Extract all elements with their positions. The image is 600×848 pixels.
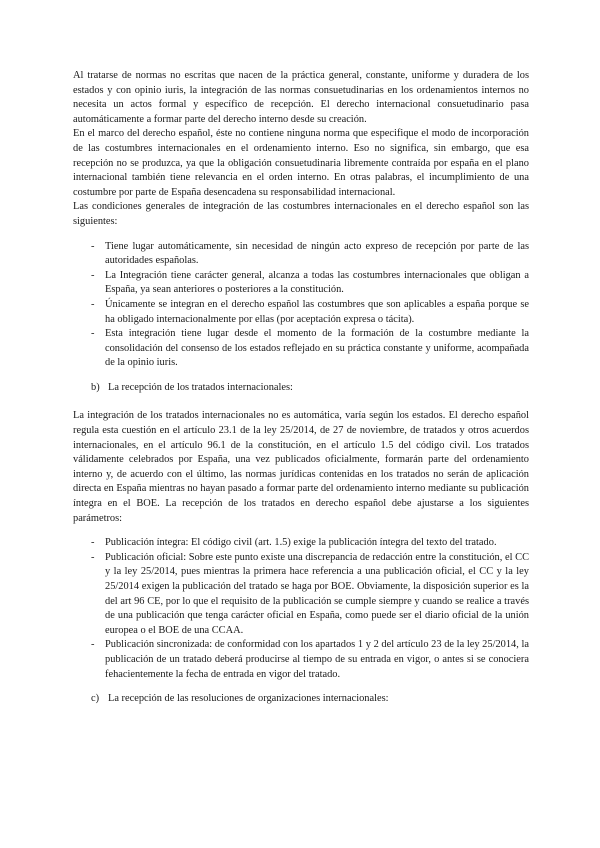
list-item: - Únicamente se integran en el derecho español las costumbres que son aplicables a españa porque se ha obligado internacionalmente por ellas (por aceptación expresa o tácita). bbox=[91, 298, 529, 325]
bullet-dash: - bbox=[91, 328, 95, 340]
list-item: - Publicación oficial: Sobre este punto existe una discrepancia de redacción entre la constitución, el CC y la ley 25/2014, pues mientras la primera hace referencia a una publicación oficial, el CC y la ley 25/2014 exigen la publicación del tratado se haga por BOE. Obviamente, la disposición superior es la del art 96 CE, por lo que el requisito de la publicación se cumple siempre y cuando se realice a través de una publicación que tenga carácter oficial en España, como puede ser el diario oficial de la unión europea o el BOE de una CCAA. bbox=[91, 551, 529, 636]
intro-paragraph-3: Las condiciones generales de integración de las costumbres internacionales en el derecho español son las siguientes: bbox=[73, 201, 529, 227]
section-b-paragraph: La integración de los tratados internacionales no es automática, varía según los estados. El derecho español regula esta cuestión en el artículo 23.1 de la ley 25/2014, de 27 de noviembre, de tratados y otros acuerdos internacionales, en el artículo 96.1 de la constitución, en el artículo 1.5 del código civil. Los tratados válidamente celebrados por España, una vez publicados oficialmente, formarán parte del ordenamiento interno y, de acuerdo con el último, las normas jurídicas contenidas en los tratados no serán de aplicación directa en España mientras no hayan pasado a formar parte del ordenamiento interno mediante su publicación íntegra en el BOE. La recepción de los tratados en derecho español debe ajustarse a los siguientes parámetros: bbox=[73, 410, 529, 524]
list-item: - Tiene lugar automáticamente, sin necesidad de ningún acto expreso de recepción por parte de las autoridades españolas. bbox=[91, 240, 529, 267]
bullet-dash: - bbox=[91, 240, 95, 252]
list-item: - Publicación íntegra: El código civil (art. 1.5) exige la publicación íntegra del texto del tratado. bbox=[73, 536, 529, 551]
section-marker: c) bbox=[91, 693, 100, 705]
section-title: La recepción de los tratados internacionales: bbox=[108, 381, 293, 393]
parameters-list bbox=[73, 536, 529, 682]
bullet-dash: - bbox=[91, 269, 95, 281]
list-item: - La Integración tiene carácter general, alcanza a todas las costumbres internacionales que obligan a España, ya sean anteriores o posteriores a la constitución. bbox=[91, 269, 529, 296]
document-body bbox=[73, 69, 529, 707]
section-title: La recepción de las resoluciones de organizaciones internacionales: bbox=[108, 693, 389, 705]
intro-paragraph-1: Al tratarse de normas no escritas que nacen de la práctica general, constante, uniforme y duradera de los estados y con opinio iuris, la integración de las normas consuetudinarias en los ordenamientos internos no necesita un actos formal y específico de recepción. El derecho internacional consuetudinario pasa automáticamente a formar parte del derecho interno desde su creación. bbox=[73, 70, 529, 125]
bullet-dash: - bbox=[91, 551, 95, 563]
section-b-heading bbox=[73, 381, 529, 396]
conditions-list bbox=[73, 240, 529, 371]
bullet-dash: - bbox=[91, 537, 95, 549]
section-c-heading bbox=[73, 692, 529, 707]
intro-paragraph-2: En el marco del derecho español, éste no contiene ninguna norma que especifique el modo de incorporación de las costumbres internacionales en el ordenamiento interno. Eso no significa, sin embargo, que esa recepción no se produzca, ya que la obligación consuetudinaria libremente contraída por españa en el plano internacional también tiene relevancia en el orden interno. En otras palabras, el incumplimiento de una costumbre por parte de España desencadena su responsabilidad internacional. bbox=[73, 128, 529, 198]
section-marker: b) bbox=[91, 381, 100, 393]
list-item: - Esta integración tiene lugar desde el momento de la formación de la costumbre mediante la consolidación del consenso de los estados reflejado en su práctica constante y uniforme, acompañada de la opinio iuris. bbox=[91, 328, 529, 369]
list-item: - Publicación sincronizada: de conformidad con los apartados 1 y 2 del artículo 23 de la ley 25/2014, la publicación de un tratado deberá producirse al tiempo de su entrada en vigor, o antes si se conociera fehacientemente la fecha de entrada en vigor del tratado. bbox=[91, 639, 529, 680]
bullet-dash: - bbox=[91, 298, 95, 310]
bullet-dash: - bbox=[91, 639, 95, 651]
